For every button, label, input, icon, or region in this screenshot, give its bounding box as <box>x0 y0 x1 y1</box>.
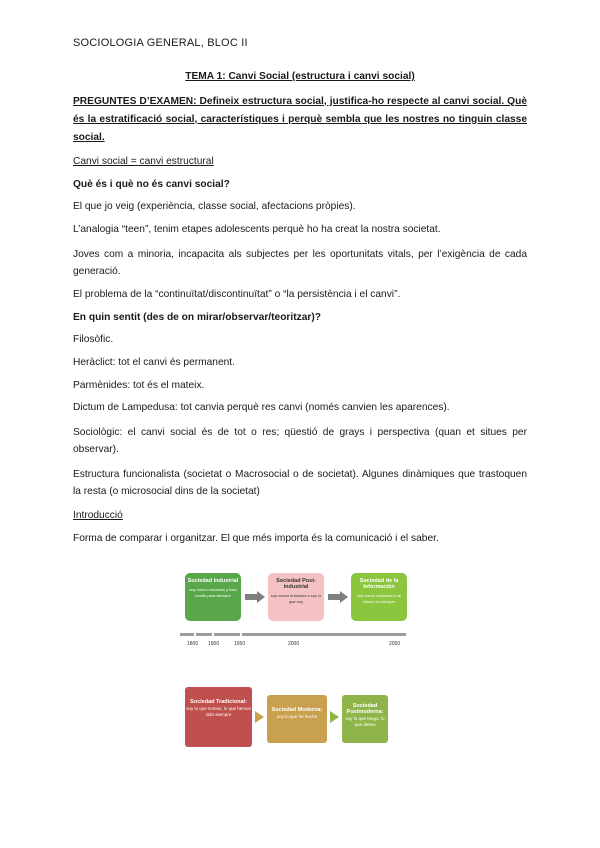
society-types-diagram <box>180 680 430 750</box>
diagram1-box-industrial: Sociedad Industrial soy nuevo entonces y toso bonito para siempre <box>185 573 241 621</box>
diagram2-box-tradicional: Sociedad Tradicional: soy lo que somos, lo que hemos sido siempre <box>185 687 252 747</box>
diagram2-box-postmoderna: Sociedad Postmoderna: soy lo que tengo, lo que deseo <box>342 695 388 743</box>
timeline-year-1800: 1800 <box>187 641 199 647</box>
paragraph-10: Estructura funcionalista (societat o Macrosocial o de societat). Algunes dinàmiques que trastoquen la resta (o microsocial dins de la societat) <box>73 469 527 498</box>
diagram1-box-postindustrial: Sociedad Post-industrial soy nuevo entonces a soy lo que soy <box>268 573 324 621</box>
timeline-year-1900: 1900 <box>208 641 220 647</box>
diagram2-box-moderna: Sociedad Moderna: soy lo que he hecho <box>267 695 327 743</box>
timeline-diagram <box>175 565 440 665</box>
line-canvi: Canvi social = canvi estructural <box>73 156 214 168</box>
paragraph-11: Forma de comparar i organitzar. El que més importa és la comunicació i el saber. <box>73 532 439 544</box>
paragraph-9: Sociològic: el canvi social és de tot o res; qüestió de grays i perspectiva (quan et situes per observar). <box>73 426 527 455</box>
timeline-year-2000: 2000 <box>288 641 300 647</box>
paragraph-1: El que jo veig (experiència, classe social, afectacions pròpies). <box>73 201 356 213</box>
paragraph-5: Filosòfic. <box>73 334 114 346</box>
timeline-year-1950: 1950 <box>234 641 246 647</box>
exam-questions: PREGUNTES D’EXAMEN: Defineix estructura social, justifica-ho respecte al canvi social. Què és la estratificació social, característiques i perquè sembla que les nostres no tinguin classe social. <box>73 95 527 143</box>
diagram2-arrow-1 <box>255 711 264 723</box>
paragraph-2: L’analogia “teen”, tenim etapes adolescents perquè ho ha creat la nostra societat. <box>73 223 441 235</box>
diagram1-arrow-2 <box>328 591 348 603</box>
paragraph-4: El problema de la “continuïtat/discontinuïtat” o “la persistència i el canvi”. <box>73 289 401 301</box>
document-title: TEMA 1: Canvi Social (estructura i canvi social) <box>185 71 415 82</box>
diagram2-arrow-2 <box>330 711 339 723</box>
diagram1-box-informacion: Sociedad de la Información soy nuevo entonces y se mismo en siempre <box>351 573 407 621</box>
diagram1-arrow-1 <box>245 591 265 603</box>
question-1: Què és i què no és canvi social? <box>73 178 230 190</box>
paragraph-6: Heràclict: tot el canvi és permanent. <box>73 356 235 368</box>
timeline-year-2050: 2050 <box>389 641 401 647</box>
timeline-bar-2 <box>196 633 212 636</box>
intro-heading: Introducció <box>73 509 123 521</box>
page-header: SOCIOLOGIA GENERAL, BLOC II <box>73 37 248 49</box>
paragraph-3: Joves com a minoria, incapacita als subjectes per les oportunitats vitals, per l’exigència de cada generació. <box>73 248 527 277</box>
document-body <box>73 70 527 554</box>
paragraph-8: Dictum de Lampedusa: tot canvia perquè res canvi (només canvien les aparences). <box>73 402 450 414</box>
timeline-bar-3 <box>214 633 240 636</box>
timeline-bar-1 <box>180 633 194 636</box>
question-2: En quin sentit (des de on mirar/observar/teoritzar)? <box>73 311 321 323</box>
timeline-bar-4 <box>242 633 406 636</box>
paragraph-7: Parmènides: tot és el mateix. <box>73 379 205 391</box>
